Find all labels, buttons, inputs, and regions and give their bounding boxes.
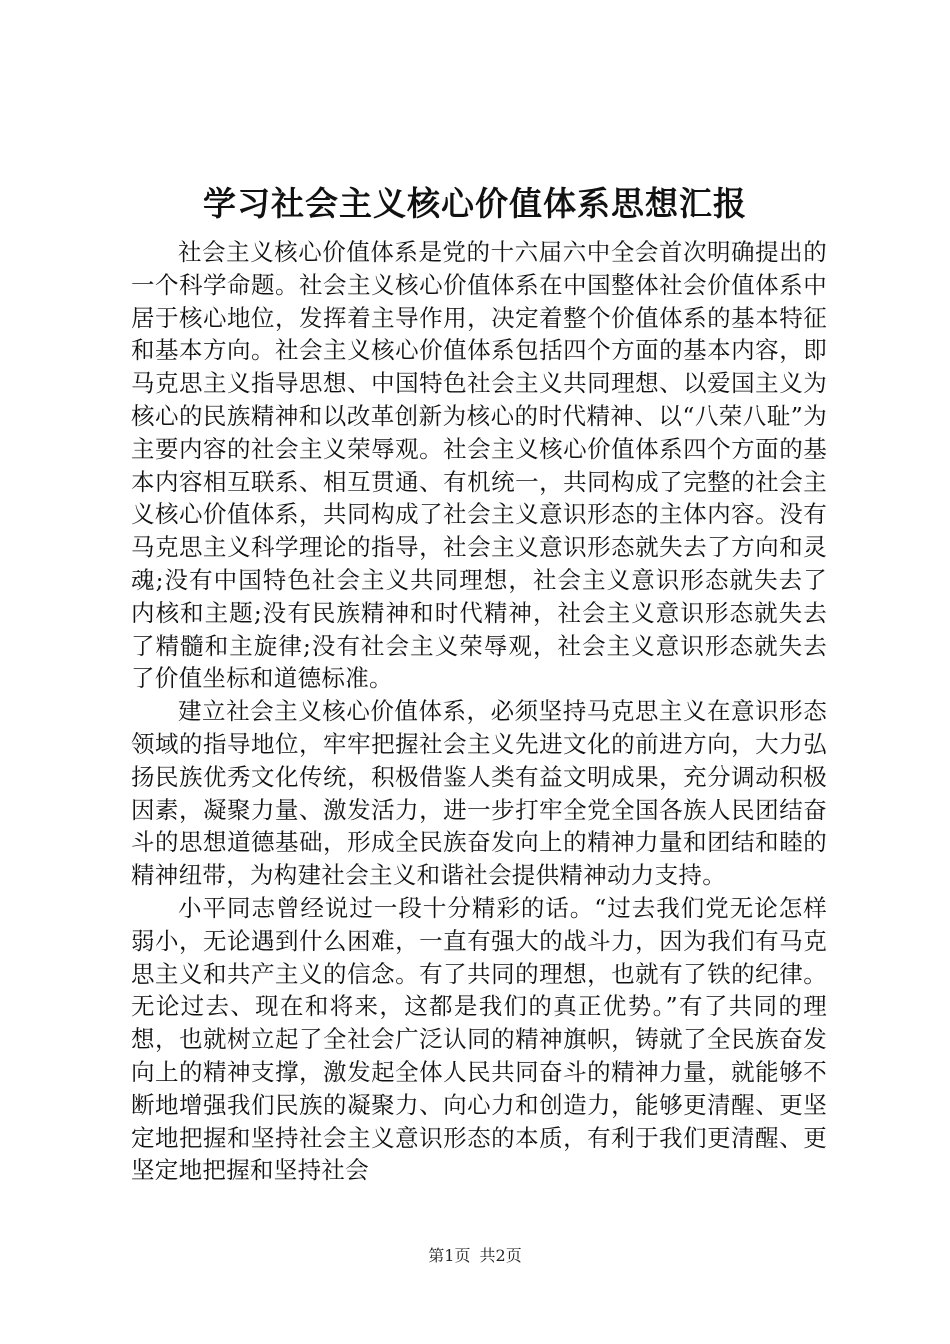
- page-total: 共2页: [479, 1246, 522, 1265]
- document-body: [131, 236, 827, 1187]
- page-number: 第1页: [428, 1246, 471, 1265]
- document-title: 学习社会主义核心价值体系思想汇报: [203, 184, 747, 223]
- paragraph-1: 社会主义核心价值体系是党的十六届六中全会首次明确提出的一个科学命题。社会主义核心价值体系在中国整体社会价值体系中居于核心地位，发挥着主导作用，决定着整个价值体系的基本特征和基本方向。社会主义核心价值体系包括四个方面的基本内容，即马克思主义指导思想、中国特色社会主义共同理想、以爱国主义为核心的民族精神和以改革创新为核心的时代精神、以“八荣八耻”为主要内容的社会主义荣辱观。社会主义核心价值体系四个方面的基本内容相互联系、相互贯通、有机统一，共同构成了完整的社会主义核心价值体系，共同构成了社会主义意识形态的主体内容。没有马克思主义科学理论的指导，社会主义意识形态就失去了方向和灵魂;没有中国特色社会主义共同理想，社会主义意识形态就失去了内核和主题;没有民族精神和时代精神，社会主义意识形态就失去了精髓和主旋律;没有社会主义荣辱观，社会主义意识形态就失去了价值坐标和道德标准。: [131, 238, 827, 693]
- paragraph-2: 建立社会主义核心价值体系，必须坚持马克思主义在意识形态领域的指导地位，牢牢把握社会主义先进文化的前进方向，大力弘扬民族优秀文化传统，积极借鉴人类有益文明成果，充分调动积极因素，凝聚力量、激发活力，进一步打牢全党全国各族人民团结奋斗的思想道德基础，形成全民族奋发向上的精神力量和团结和睦的精神纽带，为构建社会主义和谐社会提供精神动力支持。: [131, 697, 827, 890]
- paragraph-3: 小平同志曾经说过一段十分精彩的话。“过去我们党无论怎样弱小，无论遇到什么困难，一直有强大的战斗力，因为我们有马克思主义和共产主义的信念。有了共同的理想，也就有了铁的纪律。无论过去、现在和将来，这都是我们的真正优势。”有了共同的理想，也就树立起了全社会广泛认同的精神旗帜，铸就了全民族奋发向上的精神支撑，激发起全体人民共同奋斗的精神力量，就能够不断地增强我们民族的凝聚力、向心力和创造力，能够更清醒、更坚定地把握和坚持社会主义意识形态的本质，有利于我们更清醒、更坚定地把握和坚持社会: [131, 893, 827, 1185]
- page-footer: [0, 1245, 950, 1267]
